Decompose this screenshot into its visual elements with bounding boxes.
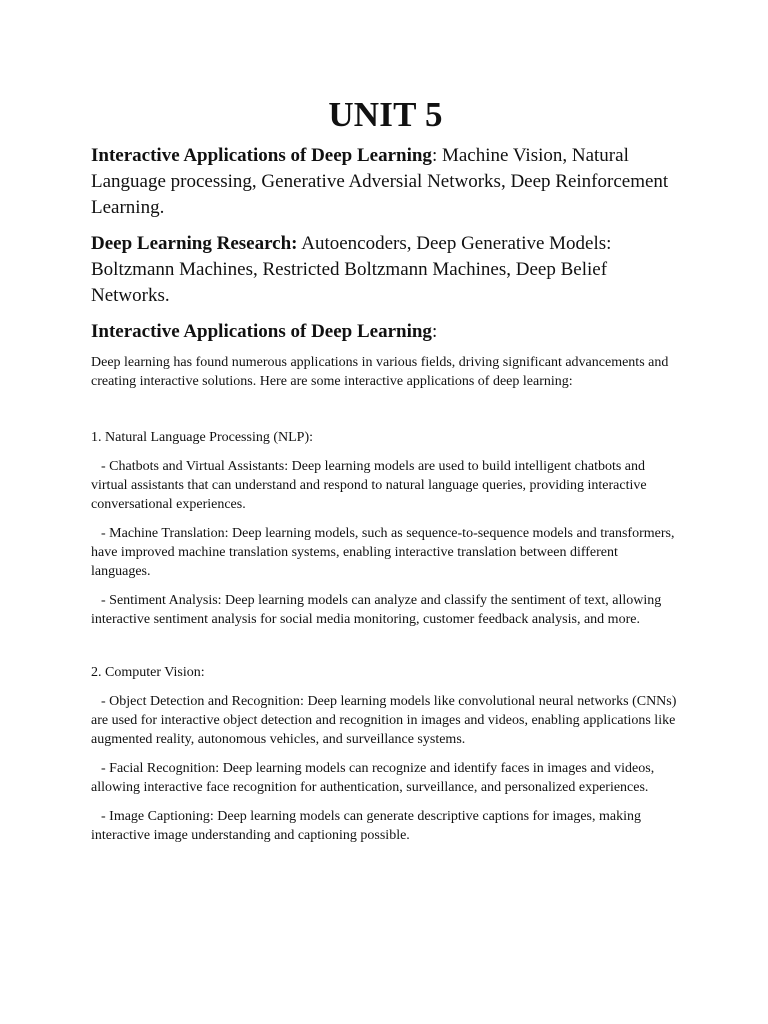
list-item-image-captioning: - Image Captioning: Deep learning models can generate descriptive captions for images, making interactive image understanding and captioning possible. <box>91 809 641 843</box>
section-title-computer-vision: 2. Computer Vision: <box>91 665 205 680</box>
intro-paragraph: Deep learning has found numerous applications in various fields, driving significant advancements and creating interactive solutions. Here are some interactive applications of deep learning: <box>91 355 669 389</box>
overview-applications <box>91 143 680 221</box>
section-heading-suffix: : <box>431 321 438 342</box>
page-title: UNIT 5 <box>328 95 443 134</box>
overview-applications-text: : Machine Vision, Natural Language processing, Generative Adversial Networks, Deep Reinforcement Learning. <box>91 145 669 218</box>
section-heading-label: Interactive Applications of Deep Learning <box>91 321 432 342</box>
list-item-sentiment-analysis: - Sentiment Analysis: Deep learning models can analyze and classify the sentiment of text, allowing interactive sentiment analysis for social media monitoring, customer feedback analysis, and more. <box>91 593 662 627</box>
list-item-machine-translation: - Machine Translation: Deep learning models, such as sequence-to-sequence models and transformers, have improved machine translation systems, enabling interactive translation between different languages. <box>91 526 675 579</box>
list-item-object-detection: - Object Detection and Recognition: Deep learning models like convolutional neural networks (CNNs) are used for interactive object detection and recognition in images and videos, enabling applications like augmented reality, autonomous vehicles, and surveillance systems. <box>91 694 677 747</box>
overview-research <box>91 231 680 309</box>
overview-applications-label: Interactive Applications of Deep Learning <box>91 145 432 166</box>
list-item-chatbots: - Chatbots and Virtual Assistants: Deep learning models are used to build intelligent chatbots and virtual assistants that can understand and respond to natural language queries, providing interactive conversational experiences. <box>91 459 647 512</box>
section-title-nlp: 1. Natural Language Processing (NLP): <box>91 430 313 445</box>
overview-research-label: Deep Learning Research: <box>91 233 298 254</box>
overview-research-text: Autoencoders, Deep Generative Models: Boltzmann Machines, Restricted Boltzmann Machines, Deep Belief Networks. <box>91 233 612 306</box>
list-item-facial-recognition: - Facial Recognition: Deep learning models can recognize and identify faces in images and videos, allowing interactive face recognition for authentication, surveillance, and personalized experiences. <box>91 761 655 795</box>
section-heading <box>91 319 680 345</box>
